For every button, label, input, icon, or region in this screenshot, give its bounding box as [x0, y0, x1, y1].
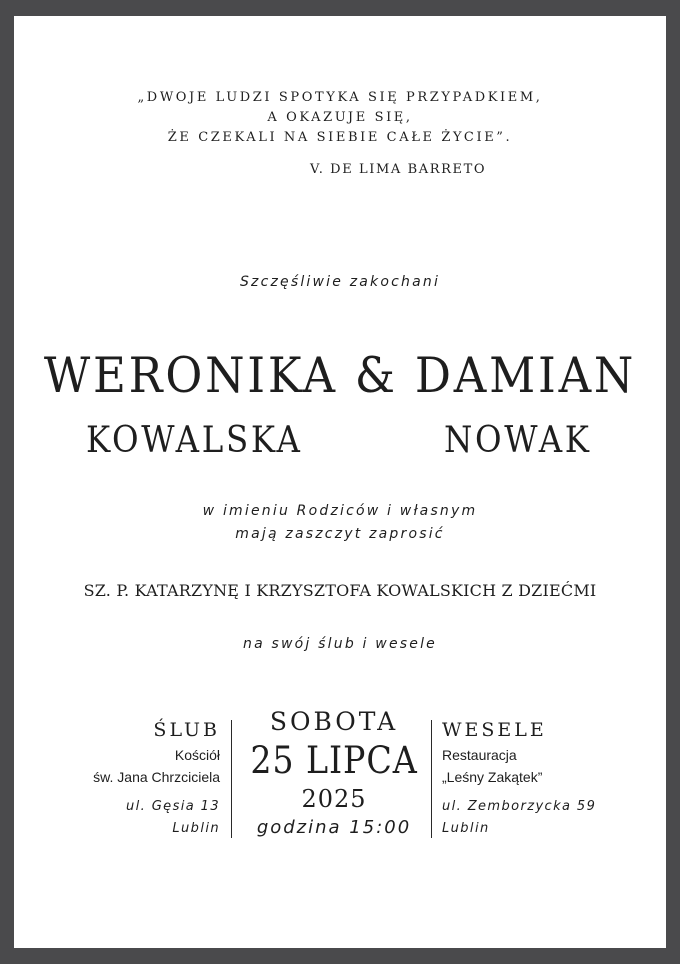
invitation-line: mają zaszczyt zaprosić — [235, 526, 445, 542]
quote-author: V. DE LIMA BARRETO — [310, 162, 487, 177]
reception-street: ul. Zemborzycka 59 — [442, 799, 597, 814]
quote-line: A OKAZUJE SIĘ, — [267, 110, 413, 125]
quote-line: „DWOJE LUDZI SPOTYKA SIĘ PRZYPADKIEM, — [137, 90, 543, 105]
ceremony-heading: ŚLUB — [153, 719, 220, 741]
bride-last-name: KOWALSKA — [86, 420, 303, 461]
invitation-text — [14, 500, 666, 546]
guest-names: SZ. P. KATARZYNĘ I KRZYSZTOFA KOWALSKICH Z DZIEĆMI — [83, 581, 597, 600]
ceremony-city: Lublin — [172, 821, 220, 836]
groom-first-name: DAMIAN — [414, 347, 637, 404]
ceremony-place: Kościół — [174, 747, 220, 763]
invitation-card — [14, 16, 666, 948]
ampersand: & — [354, 347, 398, 404]
reception-city: Lublin — [442, 821, 490, 836]
date: 25 LIPCA — [250, 739, 418, 782]
weekday: SOBOTA — [269, 707, 399, 736]
reception-place: Restauracja — [442, 747, 517, 763]
divider-left — [231, 720, 232, 838]
year: 2025 — [301, 785, 367, 813]
quote — [14, 88, 666, 148]
occasion-text: na swój ślub i wesele — [243, 636, 437, 652]
reception-block — [442, 716, 596, 840]
bride-first-name: WERONIKA — [43, 347, 338, 404]
quote-line: ŻE CZEKALI NA SIEBIE CAŁE ŻYCIE”. — [167, 130, 513, 145]
ceremony-block — [93, 716, 220, 840]
divider-right — [431, 720, 432, 838]
time: godzina 15:00 — [256, 817, 412, 838]
groom-last-name: NOWAK — [444, 420, 592, 461]
ceremony-street: ul. Gęsia 13 — [125, 799, 220, 814]
reception-place: „Leśny Zakątek” — [442, 769, 543, 785]
intro-text: Szczęśliwie zakochani — [239, 274, 441, 290]
reception-heading: WESELE — [442, 719, 547, 741]
ceremony-place: św. Jana Chrzciciela — [93, 769, 220, 785]
couple-first-names — [40, 346, 640, 406]
invitation-line: w imieniu Rodziców i własnym — [202, 503, 478, 519]
date-block — [236, 706, 432, 842]
